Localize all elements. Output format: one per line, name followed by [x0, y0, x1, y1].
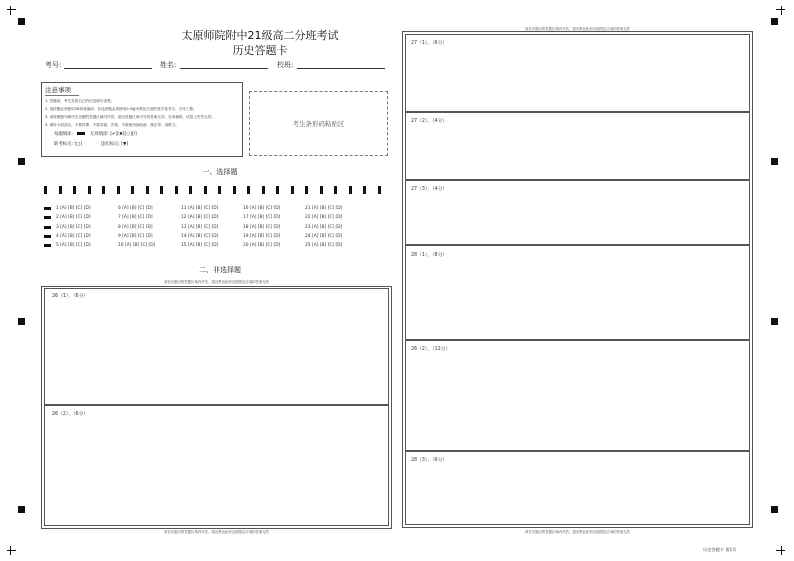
answer-box-q28-1[interactable] [405, 245, 750, 340]
mc-question[interactable]: 25 [A] [B] [C] [D] [305, 243, 343, 248]
timing-mark [59, 186, 62, 194]
answer-box-q27-1[interactable] [405, 34, 750, 112]
exam-title: 太原师院附中21级高二分班考试 [181, 29, 339, 42]
name-label: 姓名: [160, 61, 177, 69]
mc-question[interactable]: 15 [A] [B] [C] [D] [181, 243, 219, 248]
timing-mark [276, 186, 279, 194]
question-label: 27（2），（4分） [411, 119, 448, 124]
timing-mark [349, 186, 352, 194]
answer-box-q28-3[interactable] [405, 451, 750, 525]
timing-mark [146, 186, 149, 194]
name-field[interactable] [180, 68, 268, 69]
timing-mark [204, 186, 207, 194]
mc-question[interactable]: 9 [A] [B] [C] [D] [118, 234, 153, 239]
timing-mark [131, 186, 134, 194]
timing-mark [363, 186, 366, 194]
positioning-mark [18, 318, 25, 325]
mc-question[interactable]: 24 [A] [B] [C] [D] [305, 234, 343, 239]
mc-question[interactable]: 14 [A] [B] [C] [D] [181, 234, 219, 239]
mc-question[interactable]: 7 [A] [B] [C] [D] [118, 215, 153, 220]
crop-mark [10, 6, 11, 15]
notice-title: 注意事项 [45, 86, 71, 94]
timing-mark [305, 186, 308, 194]
page-footer: 历史答题卡 第1页 [703, 547, 737, 552]
answer-box-q28-2[interactable] [405, 340, 750, 451]
mc-question[interactable]: 11 [A] [B] [C] [D] [181, 206, 219, 211]
positioning-mark [18, 506, 25, 513]
row-mark [44, 216, 51, 219]
class-field[interactable] [297, 68, 385, 69]
positioning-mark [771, 318, 778, 325]
answer-area-warning: 请在各题目的答题区域内作答，超出黑色矩形边框限定区域的答案无效 [163, 530, 270, 534]
mc-question[interactable]: 21 [A] [B] [C] [D] [305, 206, 343, 211]
timing-mark [189, 186, 192, 194]
class-label: 校班: [277, 61, 294, 69]
answer-area-warning: 请在各题目的答题区域内作答，超出黑色矩形边框限定区域的答案无效 [163, 280, 270, 284]
positioning-mark [771, 18, 778, 25]
timing-mark [218, 186, 221, 194]
positioning-mark [771, 506, 778, 513]
mc-question[interactable]: 6 [A] [B] [C] [D] [118, 206, 153, 211]
row-mark [44, 207, 51, 210]
question-label: 26（2），（12分） [411, 347, 451, 352]
timing-mark [44, 186, 47, 194]
notice-line: 4. 保持卡面清洁，不要折叠、不要弄破、弄皱，不准使用涂改液、修正带、刮纸刀。 [45, 123, 179, 127]
notice-line: 2. 选择题必须使用2B铅笔填涂；非选择题必须使用0.5毫米黑色字迹的签字笔书写，字体工整。 [45, 107, 197, 111]
positioning-mark [771, 158, 778, 165]
mc-question[interactable]: 13 [A] [B] [C] [D] [181, 225, 219, 230]
notice-line: 1. 答题前，考生先将自己的信息填写清楚。 [45, 99, 115, 103]
wrong-fill-label: 无效填涂: [89, 132, 109, 137]
timing-mark [262, 186, 265, 194]
mc-question[interactable]: 3 [A] [B] [C] [D] [56, 225, 91, 230]
absent-checkbox[interactable]: [□] [74, 142, 83, 147]
card-title: 历史答题卡 [232, 44, 288, 57]
positioning-mark [18, 158, 25, 165]
row-mark [44, 226, 51, 229]
mc-question[interactable]: 18 [A] [B] [C] [D] [243, 225, 281, 230]
timing-mark [320, 186, 323, 194]
crop-mark [781, 6, 782, 15]
mc-question[interactable]: 2 [A] [B] [C] [D] [56, 215, 91, 220]
question-label: 26（1），（6分） [52, 294, 89, 299]
crop-mark [781, 546, 782, 555]
notice-line: 3. 请按照题号顺序在各题的答题区域内作答，超出答题区域书写的答案无效；在草稿纸、试卷上作答无效。 [45, 115, 215, 119]
answer-box-q26-2[interactable] [44, 405, 389, 526]
timing-mark [88, 186, 91, 194]
crop-mark [10, 546, 11, 555]
correct-fill-label: 每题填涂: [54, 132, 74, 137]
timing-mark [247, 186, 250, 194]
violation-checkbox[interactable]: [▼] [121, 142, 129, 147]
row-mark [44, 244, 51, 247]
mc-question[interactable]: 16 [A] [B] [C] [D] [243, 206, 281, 211]
mc-question[interactable]: 20 [A] [B] [C] [D] [243, 243, 281, 248]
mc-question[interactable]: 12 [A] [B] [C] [D] [181, 215, 219, 220]
barcode-area-label: 考生条形码粘贴区 [292, 120, 345, 128]
timing-mark [378, 186, 381, 194]
mc-question[interactable]: 10 [A] [B] [C] [D] [118, 243, 156, 248]
row-mark [44, 235, 51, 238]
timing-mark [102, 186, 105, 194]
question-label: 27（1），（6分） [411, 41, 448, 46]
mc-question[interactable]: 17 [A] [B] [C] [D] [243, 215, 281, 220]
answer-box-q27-3[interactable] [405, 180, 750, 245]
timing-mark [334, 186, 337, 194]
section2-title: 二、非选择题 [199, 266, 241, 274]
question-label: 28（3），（6分） [411, 458, 448, 463]
timing-mark [160, 186, 163, 194]
answer-box-q26-1[interactable] [44, 288, 389, 405]
barcode-area [249, 91, 388, 156]
positioning-mark [18, 18, 25, 25]
mc-question[interactable]: 22 [A] [B] [C] [D] [305, 215, 343, 220]
mc-question[interactable]: 5 [A] [B] [C] [D] [56, 243, 91, 248]
answer-box-q27-2[interactable] [405, 112, 750, 180]
exam-number-field[interactable] [64, 68, 152, 69]
wrong-fill-example: [✔][✖][○][/] [110, 132, 137, 137]
crop-mark [7, 9, 16, 10]
question-label: 27（3），（4分） [411, 187, 448, 192]
timing-mark [291, 186, 294, 194]
mc-question[interactable]: 19 [A] [B] [C] [D] [243, 234, 281, 239]
absent-label: 缺考标记: [54, 142, 74, 147]
timing-mark [73, 186, 76, 194]
section1-title: 一、选择题 [202, 168, 238, 176]
mc-question[interactable]: 23 [A] [B] [C] [D] [305, 225, 343, 230]
timing-mark [175, 186, 178, 194]
timing-mark [233, 186, 236, 194]
notice-box [41, 82, 243, 157]
exam-number-label: 考号: [45, 61, 62, 69]
mc-question[interactable]: 1 [A] [B] [C] [D] [56, 206, 91, 211]
question-label: 26（2），（6分） [52, 412, 89, 417]
timing-mark [117, 186, 120, 194]
correct-fill-sample [77, 132, 85, 135]
question-label: 28（1），（8分） [411, 253, 448, 258]
answer-area-warning: 请在各题目的答题区域内作答，超出黑色矩形边框限定区域的答案无效 [524, 530, 631, 534]
crop-mark [7, 550, 16, 551]
answer-area-warning: 请在各题目的答题区域内作答，超出黑色矩形边框限定区域的答案无效 [524, 27, 631, 31]
mc-question[interactable]: 8 [A] [B] [C] [D] [118, 225, 153, 230]
mc-question[interactable]: 4 [A] [B] [C] [D] [56, 234, 91, 239]
violation-label: 违纪标记: [100, 142, 120, 147]
